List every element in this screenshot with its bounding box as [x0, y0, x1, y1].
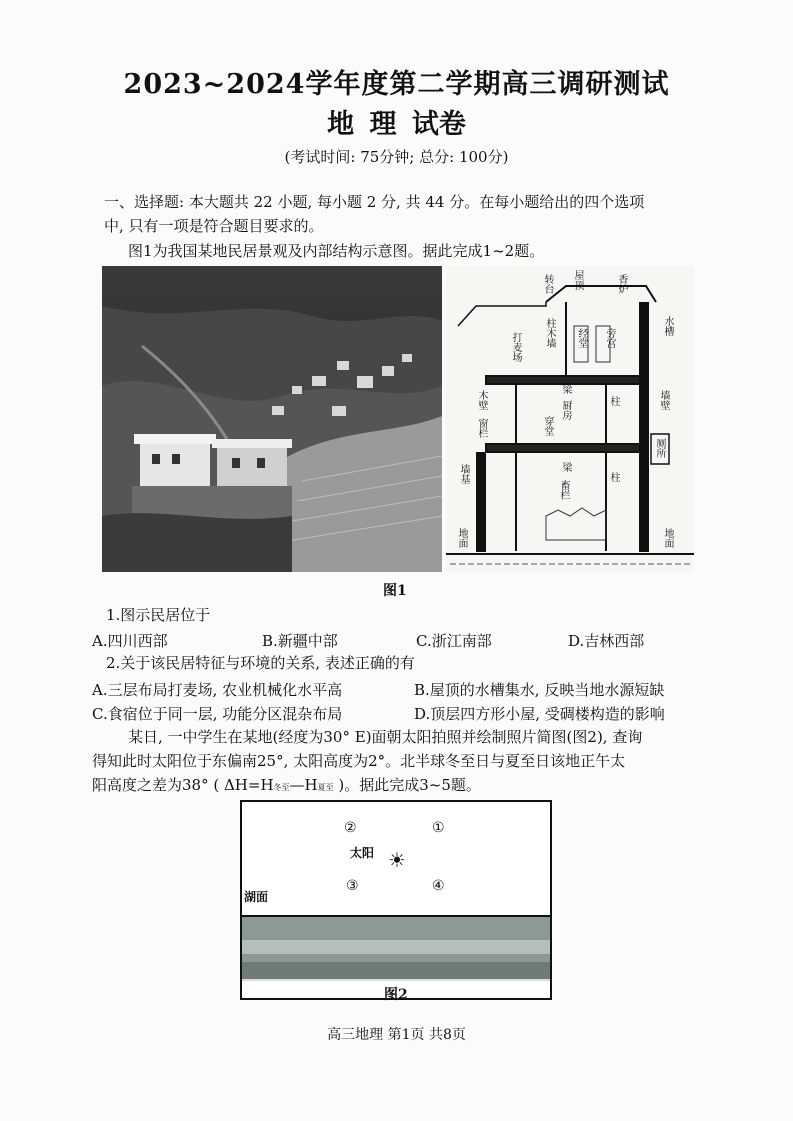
figure1-caption: 图1: [383, 583, 407, 599]
exam-info: (考试时间: 75分钟; 总分: 100分): [284, 148, 509, 166]
label-liang-lower: 梁: [560, 462, 571, 472]
q2-option-a: A.三层布局打麦场, 农业机械化水平高: [92, 681, 343, 699]
sun-photo-sketch: [240, 800, 552, 1000]
exam-title: 2023~2024学年度第二学期高三调研测试: [123, 69, 670, 100]
label-qiang-ji: 墙基: [458, 464, 469, 484]
marker-3: ③: [346, 878, 359, 894]
label-zhu-lower: 柱: [608, 472, 619, 482]
passage2-line2: 得知此时太阳位于东偏南25°, 太阳高度为2°。北半球冬至日与夏至日该地正午太: [92, 752, 626, 770]
figure1-intro: 图1为我国某地民居景观及内部结构示意图。据此完成1~2题。: [128, 242, 545, 260]
q2-option-c: C.食宿位于同一层, 功能分区混杂布局: [92, 705, 343, 723]
label-shui-cao: 水槽: [662, 316, 673, 336]
label-top-left: 转台: [542, 274, 553, 294]
label-chuan-tang: 穿堂: [542, 416, 553, 436]
label-top-right: 香炉: [616, 274, 627, 294]
figure2-caption: 图2: [384, 987, 408, 1003]
section-instruction-line1: 一、选择题: 本大题共 22 小题, 每小题 2 分, 共 44 分。在每小题给出的四个选项: [104, 193, 645, 211]
label-ce-suo: 厕所: [654, 438, 665, 458]
sun-icon: ☀: [388, 848, 406, 872]
section-instruction-line2: 中, 只有一项是符合题目要求的。: [104, 217, 324, 235]
label-mu-bi: 木壁: [476, 390, 487, 410]
label-chuang-lan: 窗栏: [476, 418, 487, 438]
lake-label: 湖面: [244, 890, 269, 904]
label-da-mai-chang: 打麦场: [510, 332, 521, 362]
label-qiang-bi: 墙壁: [658, 390, 669, 410]
q2-option-d: D.顶层四方形小屋, 受碉楼构造的影响: [414, 705, 665, 723]
passage2-line3: [92, 773, 481, 800]
passage2-line1: 某日, 一中学生在某地(经度为30° E)面朝太阳拍照并绘制照片简图(图2), 查询: [128, 728, 643, 746]
subscript-summer: 夏至: [317, 783, 334, 792]
label-zhu-upper: 柱: [608, 396, 619, 406]
subscript-winter: 冬至: [273, 783, 290, 792]
dwelling-landscape-photo: [102, 266, 442, 572]
marker-1: ①: [432, 820, 445, 836]
q1-stem: 1.图示民居位于: [106, 606, 211, 624]
page-footer: 高三地理 第1页 共8页: [327, 1027, 466, 1043]
passage2-line3-b: —H: [289, 776, 318, 794]
q2-stem: 2.关于该民居特征与环境的关系, 表述正确的有: [106, 654, 415, 672]
label-jing-tang: 经堂: [576, 328, 587, 348]
q1-option-a: A.四川西部: [92, 632, 168, 650]
marker-4: ④: [432, 878, 445, 894]
label-chu-lan: 畜栏: [558, 480, 569, 500]
label-zhu-mu-qiang: 柱木墙: [544, 318, 555, 348]
sun-label: 太阳: [350, 846, 375, 860]
dwelling-structure-diagram: [446, 266, 694, 572]
q2-option-b: B.屋顶的水槽集水, 反映当地水源短缺: [414, 681, 665, 699]
label-top-mid: 屋顶: [572, 270, 583, 290]
label-chu-fang: 厨房: [560, 400, 571, 420]
q1-option-d: D.吉林西部: [568, 632, 645, 650]
exam-subject: 地 理 试卷: [327, 109, 466, 140]
marker-2: ②: [344, 820, 357, 836]
label-chu-gong: 旁宫: [604, 328, 615, 348]
label-di-mian-left: 地面: [456, 528, 467, 548]
label-di-mian-right: 地面: [662, 528, 673, 548]
label-liang-upper: 梁: [560, 384, 571, 394]
passage2-line3-a: 阳高度之差为38° ( ΔH=H: [92, 776, 274, 794]
passage2-line3-c: )。据此完成3~5题。: [333, 776, 481, 794]
q1-option-c: C.浙江南部: [416, 632, 492, 650]
q1-option-b: B.新疆中部: [262, 632, 338, 650]
